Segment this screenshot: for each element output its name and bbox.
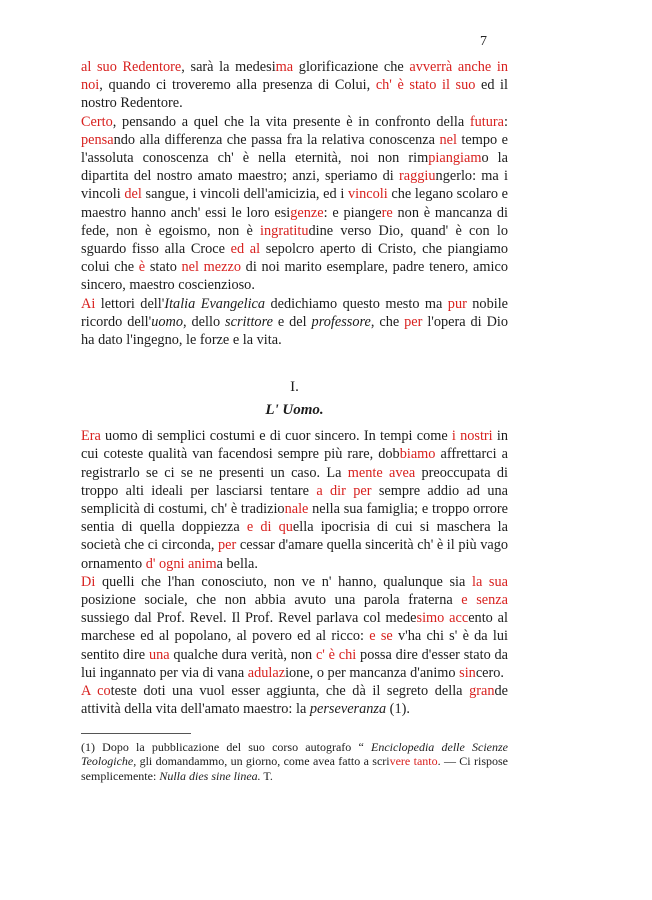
text-run: biamo — [399, 446, 436, 463]
footnote-text — [81, 740, 508, 784]
text-run: uomo di semplici costumi e di cuor sincero. In tempi come — [100, 428, 452, 445]
text-run: c' è chi — [315, 646, 357, 663]
text-run: A co — [81, 683, 111, 700]
text-run: non è mancanza di fede, non è egoismo, non è — [81, 204, 508, 239]
footnote — [81, 740, 508, 784]
text-run: adulaz — [247, 664, 286, 681]
text-run: nale — [284, 501, 309, 518]
section-paragraph-1 — [81, 427, 508, 573]
text-run: nel mezzo — [181, 259, 241, 276]
text-run: ndo alla differenza che passa fra la relativa conoscenza — [113, 131, 440, 148]
text-run: , che — [370, 313, 405, 330]
text-run: a bella. — [216, 555, 258, 572]
text-run: Ai — [81, 295, 96, 312]
text-run: ed il nostro Redentore. — [81, 77, 508, 112]
text-run: ione, o per mancanza d'animo — [285, 664, 460, 681]
text-run: uomo — [151, 313, 184, 330]
text-run: re — [381, 204, 393, 221]
text-run: è — [138, 259, 146, 276]
text-run: sussiego dal Prof. Revel. Il Prof. Revel parlava col mede — [81, 610, 417, 627]
text-run: ngerlo: ma i vincoli — [81, 168, 509, 203]
text-run: ingratitu — [260, 222, 309, 239]
text-run: Italia Evangelica — [164, 295, 266, 312]
intro-paragraph-2 — [81, 113, 508, 295]
body-text — [81, 58, 508, 783]
text-run: d' ogni anim — [145, 555, 217, 572]
text-run: sempre addio ad una semplicità di costumi, ch' è tradizio — [81, 482, 508, 518]
text-run: , sarà la medesi — [181, 59, 276, 75]
text-run: piangiam — [428, 150, 482, 167]
text-run: e di qu — [246, 519, 293, 536]
text-run: scrittore — [225, 313, 273, 330]
text-run: de attività della vita dell'amato maestro: la — [81, 683, 508, 718]
text-run: ento al marchese ed al popolano, al povero ed al ricco: — [81, 610, 508, 645]
text-run: sin — [459, 664, 476, 681]
text-run: avverrà anche in noi — [81, 59, 508, 94]
text-run: : — [504, 113, 508, 130]
intro-paragraph-1 — [81, 58, 508, 113]
text-run: genze — [290, 204, 324, 221]
text-run: gli domandammo, un giorno, come avea fatto a scri — [136, 754, 390, 768]
section-title: L' Uomo. — [265, 402, 324, 419]
text-run: una — [148, 646, 170, 663]
text-run: che legano scolaro e maestro hanno anch' essi le loro esi — [81, 186, 508, 221]
text-run: e del — [272, 313, 312, 330]
text-run: perseveranza — [309, 701, 387, 718]
text-run: lettori dell' — [95, 295, 165, 312]
text-run: vere tanto — [389, 754, 438, 768]
section-paragraph-2 — [81, 573, 508, 682]
text-run: , dello — [183, 313, 226, 330]
text-run: pur — [447, 295, 467, 312]
text-run: (1) Dopo la pubblicazione del suo corso autografo “ — [81, 739, 371, 754]
text-run: Enciclopedia delle Scienze Teologiche, — [81, 739, 508, 768]
text-run: ch' è stato il suo — [375, 77, 476, 94]
text-run: i nostri — [451, 428, 493, 445]
text-run: , quando ci troveremo alla presenza di Colui, — [99, 77, 376, 94]
text-run: simo acc — [416, 610, 469, 627]
text-run: ed al — [230, 241, 261, 258]
text-run: la sua — [471, 573, 508, 590]
text-run: tempo e l'assoluta conoscenza ch' è nella eternità, noi non rim — [81, 131, 508, 167]
text-run: Era — [81, 428, 101, 445]
text-run: teste doti una vuol esser aggiunta, che dà il segreto della — [110, 683, 470, 700]
text-run: qualche dura verità, non — [169, 646, 316, 663]
text-run: cero. — [475, 664, 505, 681]
text-run: nobile ricordo dell' — [81, 295, 509, 330]
text-run: e senza — [461, 592, 508, 609]
text-run: per — [218, 537, 237, 554]
text-run: o la dipartita del nostro amato maestro; anzi, speriamo di — [81, 150, 509, 185]
text-run: dine verso Dio, quand' è con lo sguardo fisso alla Croce — [81, 222, 508, 258]
text-run: al suo Redentore — [81, 59, 182, 75]
text-run: sangue, i vincoli dell'amicizia, ed i — [141, 186, 348, 203]
text-run: pensa — [81, 131, 114, 148]
text-run: ella ipocrisia di cui si maschera la società che ci circonda, — [81, 519, 508, 554]
text-run: gran — [469, 683, 495, 700]
section-paragraph-3 — [81, 682, 508, 718]
text-run: raggiu — [399, 168, 436, 185]
text-run: del — [124, 186, 142, 203]
text-run: . — Ci rispose semplicemente: — [81, 754, 508, 783]
text-run: e se — [369, 628, 393, 645]
text-run: cessar d'amare quella sincerità ch' è il più vago ornamento — [81, 537, 509, 572]
text-run: nel — [439, 131, 457, 148]
text-run: nella sua famiglia; e troppo orrore sentia di quella doppiezza — [81, 501, 508, 536]
text-run: l'opera di Dio ha dato l'ingegno, le forze e la vita. — [81, 313, 509, 349]
text-run: : e piange — [323, 204, 382, 221]
text-run: sepolcro aperto di Cristo, che piangiamo colui che — [81, 241, 508, 276]
text-run: (1). — [386, 701, 410, 718]
text-run: in cui coteste qualità van facendosi sempre più rare, dob — [81, 428, 508, 463]
text-run: possa dire d'esser stato da lui ingannato per via di vana — [81, 646, 509, 681]
text-run: affrettarci a registrarlo se ci se ne presenti un caso. La — [81, 446, 508, 481]
text-run: ma — [275, 59, 294, 75]
text-run: futura — [469, 113, 505, 130]
text-run: mente avea — [347, 464, 416, 481]
text-run: Di — [81, 573, 96, 590]
text-run: , pensando a quel che la vita presente è in confronto della — [112, 113, 470, 130]
text-run: glorificazione che — [293, 59, 410, 75]
page-number: 7 — [480, 34, 487, 49]
text-run: preoccupata di troppo alti ideali per lasciarsi tentare — [81, 464, 508, 499]
text-run: per — [404, 313, 423, 330]
text-run: Nulla dies sine linea. — [159, 768, 261, 783]
text-run: quelli che l'han conosciuto, non ve n' hanno, qualunque sia — [95, 573, 472, 590]
intro-paragraph-3 — [81, 295, 508, 350]
footnote-divider — [81, 733, 191, 734]
text-run: T. — [260, 768, 273, 783]
text-run: stato — [145, 259, 182, 276]
text-run: di noi marito esemplare, padre tenero, amico sincero, maestro coscienzioso. — [81, 259, 508, 294]
text-run: dedichiamo questo mesto ma — [265, 295, 448, 312]
text-run: professore — [311, 313, 371, 330]
text-run: v'ha chi s' è da lui sentito dire — [81, 628, 508, 663]
section-number: I. — [290, 379, 299, 396]
text-run: vincoli — [348, 186, 388, 203]
text-run: a dir per — [316, 482, 372, 499]
text-run: posizione sociale, che non abbia avuto una parola fraterna — [81, 592, 462, 609]
text-run: Certo — [81, 113, 113, 130]
